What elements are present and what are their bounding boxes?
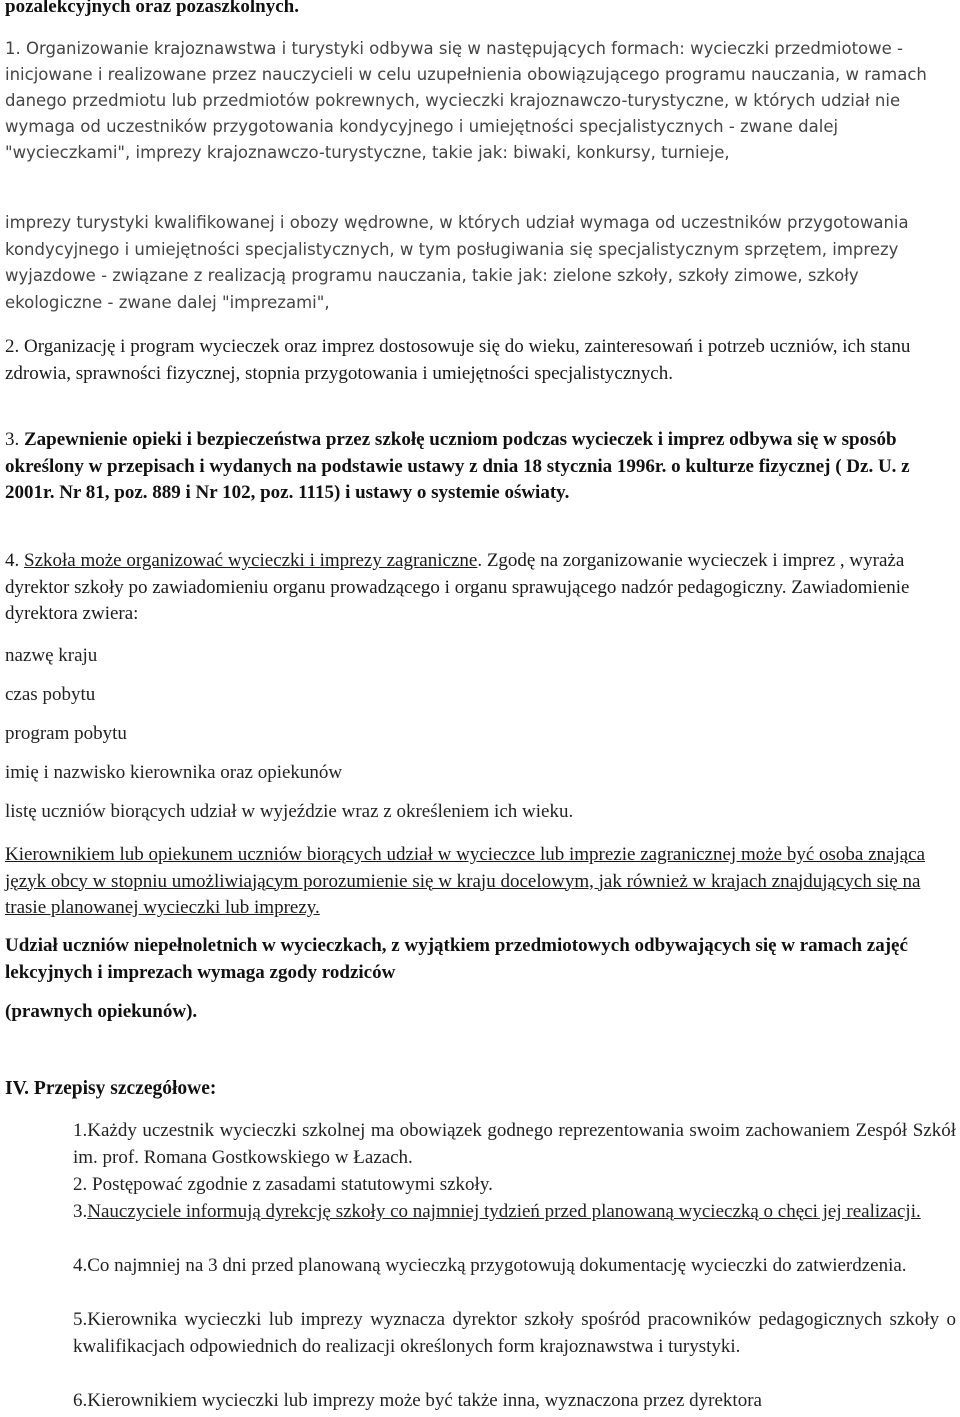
top-line: pozalekcyjnych oraz pozaszkolnych. bbox=[5, 0, 299, 17]
rule-item-3 bbox=[73, 1199, 956, 1226]
rule-item-6: 6.Kierownikiem wycieczki lub imprezy może być także inna, wyznaczona przez dyrektora bbox=[73, 1390, 762, 1411]
paragraph-1b: imprezy turystyki kwalifikowanej i obozy wędrowne, w których udział wymaga od uczestników przygotowania kondycyjnego i umiejętności specjalistycznych, w tym posługiwania się specjalistycznym sprzętem, imprezy wyjazdowe - związane z realizacją programu nauczania, takie jak: zielone szkoły, szkoły zimowe, szkoły ekologiczne - zwane dalej "imprezami", bbox=[5, 213, 909, 312]
paragraph-3-number: 3. bbox=[5, 429, 24, 450]
rule-item-1: 1.Każdy uczestnik wycieczki szkolnej ma obowiązek godnego reprezentowania swoim zachowaniem Zespół Szkół im. prof. Romana Gostkowskiego w Łazach. bbox=[73, 1120, 956, 1168]
rule-item-5: 5.Kierownika wycieczki lub imprezy wyznacza dyrektor szkoły spośród pracowników pedagogicznych szkoły o kwalifikacjach odpowiednich do realizacji określonych form krajoznawstwa i turystyki. bbox=[73, 1309, 956, 1357]
paragraph-1: 1. Organizowanie krajoznawstwa i turystyki odbywa się w następujących formach: wycieczki przedmiotowe - inicjowane i realizowane przez nauczycieli w celu uzupełnienia obowiązującego programu nauczania, w ramach danego przedmiotu lub przedmiotów pokrewnych, wycieczki krajoznawczo-turystyczne, w których udział nie wymaga od uczestników przygotowania kondycyjnego i umiejętności specjalistycznych - zwane dalej "wycieczkami", imprezy krajoznawczo-turystyczne, takie jak: biwaki, konkursy, turnieje, bbox=[5, 39, 927, 162]
rule-item-2: 2. Postępować zgodnie z zasadami statutowymi szkoły. bbox=[73, 1174, 493, 1195]
paragraph-4-number: 4. bbox=[5, 550, 24, 571]
list-item: listę uczniów biorących udział w wyjeździe wraz z określeniem ich wieku. bbox=[5, 801, 574, 822]
rule-item-3-number: 3. bbox=[73, 1201, 88, 1222]
rule-item-4: 4.Co najmniej na 3 dni przed planowaną wycieczką przygotowują dokumentację wycieczki do zatwierdzenia. bbox=[73, 1255, 907, 1276]
paragraph-2: 2. Organizację i program wycieczek oraz imprez dostosowuje się do wieku, zainteresowań i potrzeb uczniów, ich stanu zdrowia, sprawności fizycznej, stopnia przygotowania i umiejętności specjalistycznych. bbox=[5, 336, 911, 384]
paragraph-4-underlined: Szkoła może organizować wycieczki i imprezy zagraniczne bbox=[24, 550, 478, 571]
paragraph-3-bold: Zapewnienie opieki i bezpieczeństwa przez szkołę uczniom podczas wycieczek i imprez odbywa się w sposób określony w przepisach i wydanych na podstawie ustawy z dnia 18 stycznia 1996r. o kulturze fizycznej ( Dz. U. z 2001r. Nr 81, poz. 889 i Nr 102, poz. 1115) i ustawy o systemie oświaty. bbox=[5, 429, 910, 503]
list-item: nazwę kraju bbox=[5, 645, 98, 666]
list-item: czas pobytu bbox=[5, 684, 96, 705]
rule-item-3-underlined: Nauczyciele informują dyrekcję szkoły co najmniej tydzień przed planowaną wycieczką o chęci jej realizacji. bbox=[87, 1201, 921, 1222]
paragraph-3 bbox=[5, 427, 955, 507]
paragraph-6b: (prawnych opiekunów). bbox=[5, 1001, 198, 1022]
paragraph-4-rest: . Zgodę na zorganizowanie wycieczek i imprez , wyraża dyrektor szkoły po zawiadomieniu organu prowadzącego i organu sprawującego nadzór pedagogiczny. Zawiadomienie dyrektora zwiera: bbox=[5, 550, 910, 624]
section-title: IV. Przepisy szczegółowe: bbox=[5, 1078, 217, 1099]
paragraph-4 bbox=[5, 548, 955, 628]
paragraph-6: Udział uczniów niepełnoletnich w wycieczkach, z wyjątkiem przedmiotowych odbywających się w ramach zajęć lekcyjnych i imprezach wymaga zgody rodziców bbox=[5, 935, 908, 983]
paragraph-5: Kierownikiem lub opiekunem uczniów biorących udział w wycieczce lub imprezie zagranicznej może być osoba znająca język obcy w stopniu umożliwiającym porozumienie się w kraju docelowym, jak również w krajach znajdujących się na trasie planowanej wycieczki lub imprezy. bbox=[5, 844, 926, 918]
list-item: program pobytu bbox=[5, 723, 127, 744]
list-item: imię i nazwisko kierownika oraz opiekunów bbox=[5, 762, 343, 783]
